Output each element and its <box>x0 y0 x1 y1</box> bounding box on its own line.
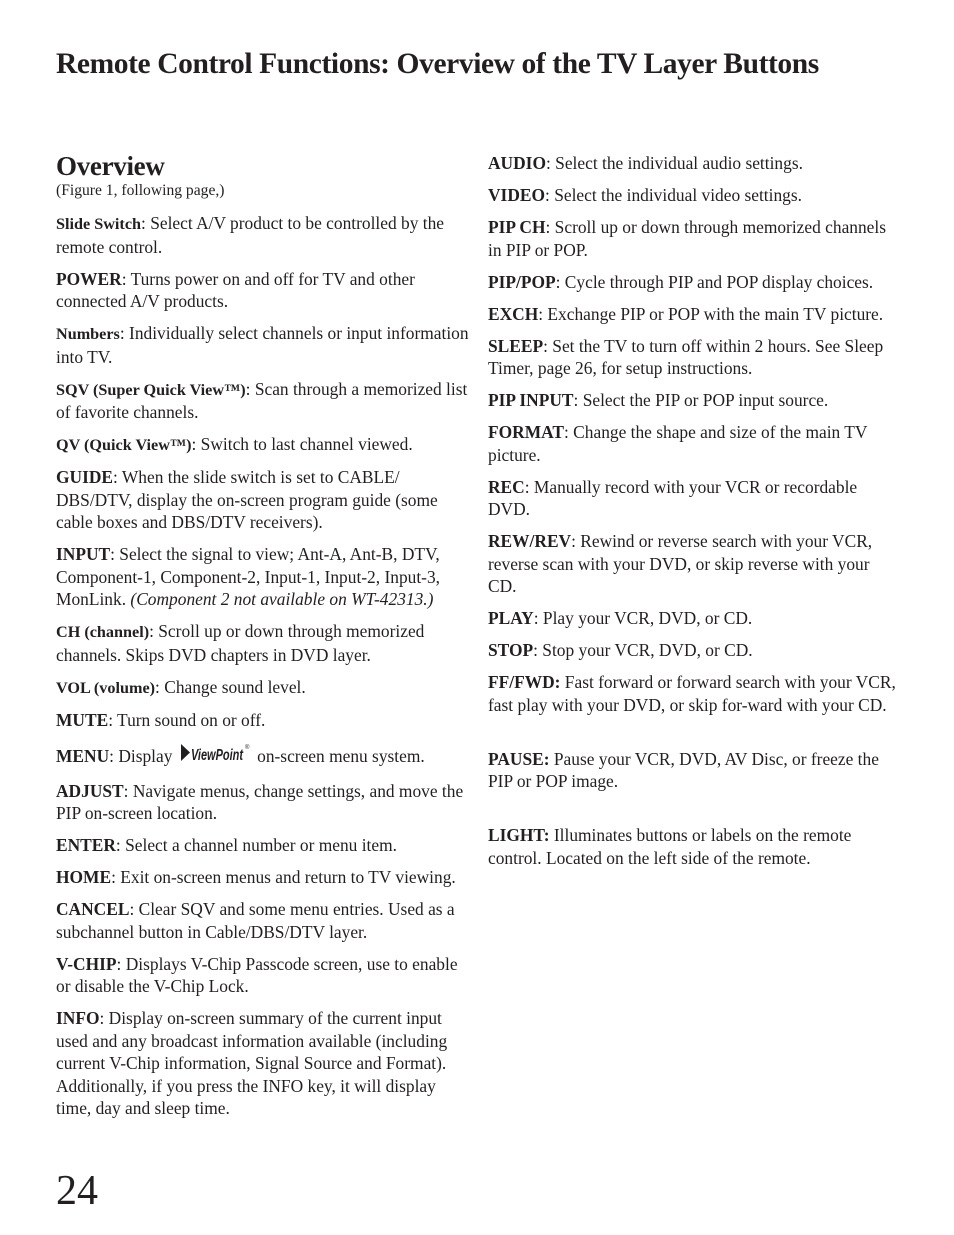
entry-rec <box>488 476 898 521</box>
entry-desc: : Navigate menus, change settings, and move the PIP on-screen location. <box>56 780 464 823</box>
entry-channel <box>56 620 470 666</box>
entry-v-chip <box>56 953 470 998</box>
entry-cancel <box>56 898 470 943</box>
entry-term: PIP INPUT <box>488 390 574 410</box>
entry-desc: : Displays V-Chip Passcode screen, use to enable or disable the V-Chip Lock. <box>56 953 458 996</box>
entry-term: VOL (volume) <box>56 678 156 697</box>
entry-term: EXCH <box>488 303 539 324</box>
entry-desc: : Select a channel number or menu item. <box>115 835 397 855</box>
left-column <box>56 150 470 1129</box>
entry-desc: : Manually record with your VCR or recordable DVD. <box>488 476 858 519</box>
entry-desc: : Scroll up or down through memorized channels in PIP or POP. <box>488 217 886 260</box>
spacer <box>488 802 898 824</box>
entry-pip-input <box>488 389 898 412</box>
entry-term: POWER <box>56 268 122 289</box>
entry-desc: : When the slide switch is set to CABLE/ DBS/DTV, display the on-screen program guide (some cable boxes and DBS/DTV receivers). <box>56 467 438 532</box>
entry-desc: : Change the shape and size of the main TV picture. <box>488 422 868 465</box>
entry-note: (Component 2 not available on WT-42313.) <box>130 589 434 609</box>
entry-term: Numbers <box>56 325 120 343</box>
entry-mute <box>56 709 470 732</box>
entry-desc: : Cycle through PIP and POP display choices. <box>555 271 874 292</box>
page-title: Remote Control Functions: Overview of the TV Layer Buttons <box>56 48 819 80</box>
entry-term: ENTER <box>56 835 116 855</box>
entry-desc: Pause your VCR, DVD, AV Disc, or freeze the PIP or POP image. <box>488 748 879 791</box>
entry-slide-switch <box>56 212 470 258</box>
entry-info <box>56 1007 470 1120</box>
entry-desc: : Play your VCR, DVD, or CD. <box>533 608 753 628</box>
logo-wordmark: ViewPoint <box>190 746 244 764</box>
entry-term: INPUT <box>56 544 111 564</box>
entry-term: V-CHIP <box>56 953 117 974</box>
entry-term: REC <box>488 476 525 497</box>
entry-numbers <box>56 322 470 368</box>
entry-desc: : Exit on-screen menus and return to TV viewing. <box>111 867 456 887</box>
entry-desc: : Display on-screen summary of the current input used and any broadcast information available (including current V-Chip information, Signal Source and Format). Additionally, if you press the INFO key, it will display time, day and sleep time. <box>56 1008 448 1118</box>
entry-guide <box>56 466 470 534</box>
entry-desc: : Turns power on and off for TV and other connected A/V products. <box>56 268 415 311</box>
entry-term: QV (Quick View™) <box>56 436 192 454</box>
entry-light <box>488 824 898 869</box>
entry-pip-ch <box>488 216 898 261</box>
entry-term: HOME <box>56 867 112 887</box>
entry-desc: : Individually select channels or input information into TV. <box>56 323 469 367</box>
entry-term: FF/FWD: <box>488 672 561 692</box>
entry-desc-after: on-screen menu system. <box>252 745 425 766</box>
entry-desc: : Display <box>109 745 177 766</box>
figure-note: (Figure 1, following page,) <box>56 182 225 199</box>
entry-term: STOP <box>488 640 534 660</box>
entry-desc: : Set the TV to turn off within 2 hours. See Sleep Timer, page 26, for setup instructions. <box>488 335 884 378</box>
entry-input <box>56 543 470 611</box>
entry-desc: Fast forward or forward search with your VCR, fast play with your DVD, or skip for-ward with your CD. <box>488 672 896 715</box>
entry-term: SQV (Super Quick View™) <box>56 380 246 399</box>
entry-desc: : Rewind or reverse search with your VCR, reverse scan with your DVD, or skip reverse with your CD. <box>488 531 873 596</box>
entry-adjust <box>56 780 470 825</box>
entry-desc: : Stop your VCR, DVD, or CD. <box>533 640 753 660</box>
entry-pip-pop <box>488 271 898 294</box>
entry-term: GUIDE <box>56 467 114 487</box>
entry-power <box>56 268 470 313</box>
entry-format <box>488 421 898 466</box>
entry-home <box>56 866 470 889</box>
entry-desc: : Change sound level. <box>155 676 306 697</box>
entry-enter <box>56 834 470 857</box>
entry-term: PAUSE: <box>488 748 550 769</box>
right-column <box>488 152 898 879</box>
entry-term: AUDIO <box>488 153 546 173</box>
entry-desc: : Select the individual audio settings. <box>545 153 803 173</box>
entry-desc: : Scan through a memorized list of favorite channels. <box>56 378 468 422</box>
entry-desc: : Switch to last channel viewed. <box>191 434 413 454</box>
viewpoint-logo-icon <box>181 741 251 771</box>
entry-sqv <box>56 378 470 424</box>
entry-term: Slide Switch <box>56 215 142 233</box>
entry-term: MUTE <box>56 709 109 730</box>
entry-term: FORMAT <box>488 422 564 442</box>
entry-stop <box>488 639 898 662</box>
entry-desc: : Select the PIP or POP input source. <box>573 390 829 410</box>
entry-term: SLEEP <box>488 335 544 356</box>
entry-qv <box>56 433 470 457</box>
entry-desc: : Clear SQV and some menu entries. Used as a subchannel button in Cable/DBS/DTV layer. <box>56 899 455 942</box>
entry-term: LIGHT: <box>488 825 550 845</box>
page-number: 24 <box>56 1168 98 1214</box>
entry-volume <box>56 676 470 700</box>
entry-video <box>488 184 898 207</box>
entry-term: PIP/POP <box>488 271 556 292</box>
entry-rew-rev <box>488 530 898 598</box>
entry-menu <box>56 741 470 771</box>
entry-exch <box>488 303 898 326</box>
entry-desc: : Scroll up or down through memorized channels. Skips DVD chapters in DVD layer. <box>56 621 425 665</box>
entry-desc: : Select the signal to view; Ant-A, Ant-B, DTV, Component-1, Component-2, Input-1, Input-2, Input-3, MonLink. <box>56 544 440 609</box>
entry-desc: : Exchange PIP or POP with the main TV picture. <box>538 303 884 324</box>
entry-desc: : Turn sound on or off. <box>108 709 266 730</box>
entry-term: ADJUST <box>56 780 124 801</box>
entry-desc: : Select the individual video settings. <box>545 185 802 205</box>
entry-desc: Illuminates buttons or labels on the remote control. Located on the left side of the remote. <box>488 825 852 868</box>
entry-term: PLAY <box>488 608 534 628</box>
entry-ff-fwd <box>488 671 898 716</box>
entry-sleep <box>488 335 898 380</box>
logo-registered-mark: ® <box>244 744 250 751</box>
entry-term: PIP CH <box>488 217 546 237</box>
entry-audio <box>488 152 898 175</box>
overview-heading: Overview <box>56 151 165 181</box>
spacer <box>488 726 898 748</box>
entry-term: INFO <box>56 1008 100 1028</box>
entry-pause <box>488 748 898 793</box>
entry-term: CH (channel) <box>56 623 150 641</box>
entry-desc: : Select A/V product to be controlled by the remote control. <box>56 213 445 257</box>
entry-play <box>488 607 898 630</box>
entry-term: MENU <box>56 745 110 766</box>
entry-term: VIDEO <box>488 185 546 205</box>
entry-term: REW/REV <box>488 531 572 551</box>
entry-term: CANCEL <box>56 899 130 919</box>
